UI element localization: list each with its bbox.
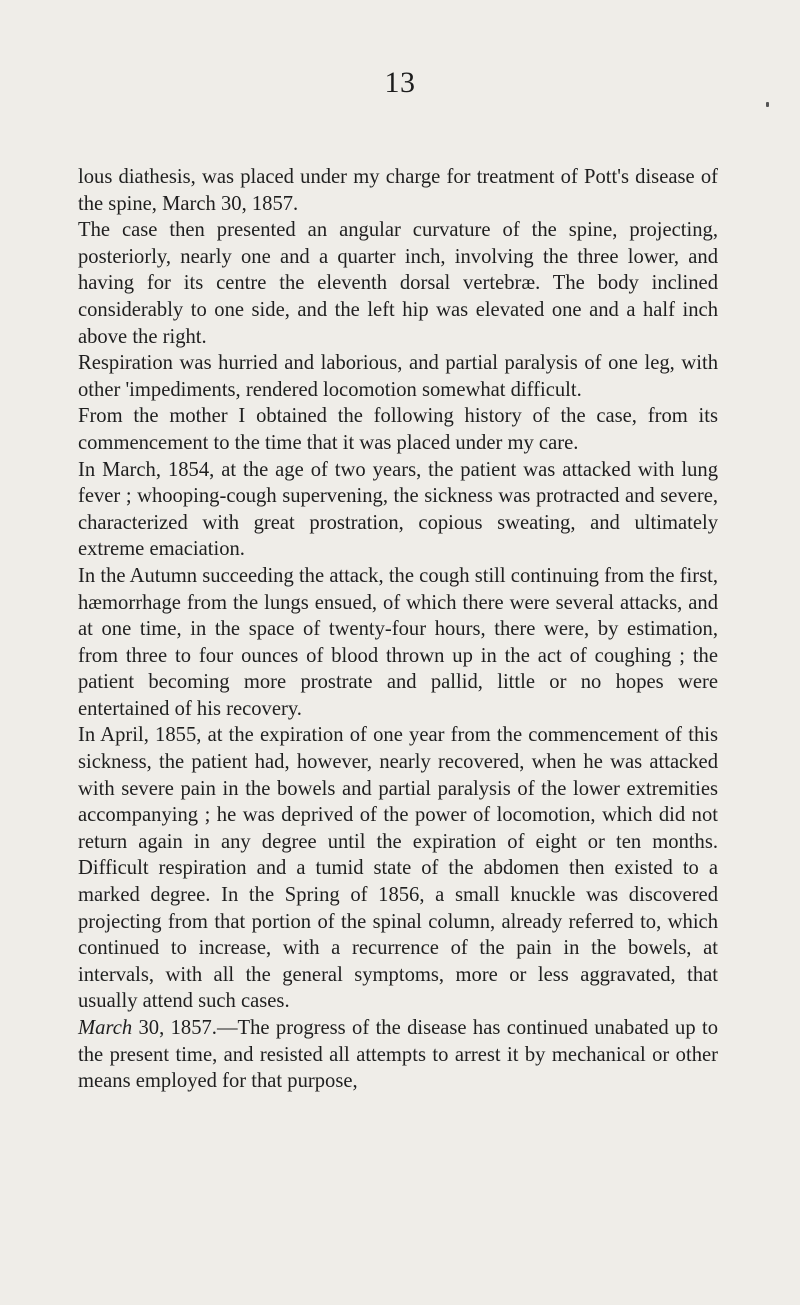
page-number: 13 [384, 66, 416, 99]
paragraph-8-text: 30, 1857.—The progress of the disease has continued unabated up to the present time, and resisted all attempts to arrest it by mechanical or other means employed for that purpose, [78, 1017, 718, 1093]
paragraph-3: Respiration was hurried and laborious, and partial paralysis of one leg, with other 'impediments, rendered locomotion somewhat difficult. [78, 352, 718, 401]
date-lead: March [78, 1017, 133, 1039]
paragraph-2: The case then presented an angular curvature of the spine, projecting, posteriorly, nearly one and a quarter inch, involving the three lower, and having for its centre the eleventh dorsal vertebræ. The body inclined considerably to one side, and the left hip was elevated one and a half inch above the right. [78, 219, 718, 348]
paragraph-7: In April, 1855, at the expiration of one year from the commencement of this sickness, the patient had, however, nearly recovered, when he was attacked with severe pain in the bowels and partial paralysis of the lower extremities accompanying ; he was deprived of the power of locomotion, which did not return again in any degree until the expiration of eight or ten months. Difficult respiration and a tumid state of the abdomen then existed to a marked degree. In the Spring of 1856, a small knuckle was discovered projecting from that portion of the spinal column, already referred to, which continued to increase, with a recurrence of the pain in the bowels, at intervals, with all the general symptoms, more or less aggravated, that usually attend such cases. [78, 724, 718, 1013]
paragraph-1: lous diathesis, was placed under my charge for treatment of Pott's disease of the spine, March 30, 1857. [78, 166, 718, 215]
margin-mark [766, 102, 769, 107]
body-text [78, 164, 718, 1095]
paragraph-6: In the Autumn succeeding the attack, the cough still continuing from the first, hæmorrhage from the lungs ensued, of which there were several attacks, and at one time, in the space of twenty-four hours, there were, by estimation, from three to four ounces of blood thrown up in the act of coughing ; the patient becoming more prostrate and pallid, little or no hopes were entertained of his recovery. [78, 564, 718, 720]
paragraph-5: In March, 1854, at the age of two years, the patient was attacked with lung fever ; whooping-cough supervening, the sickness was protracted and severe, characterized with great prostration, copious sweating, and ultimately extreme emaciation. [78, 458, 718, 561]
paragraph-4: From the mother I obtained the following history of the case, from its commencement to the time that it was placed under my care. [78, 405, 718, 454]
paragraph-8 [78, 1015, 718, 1095]
